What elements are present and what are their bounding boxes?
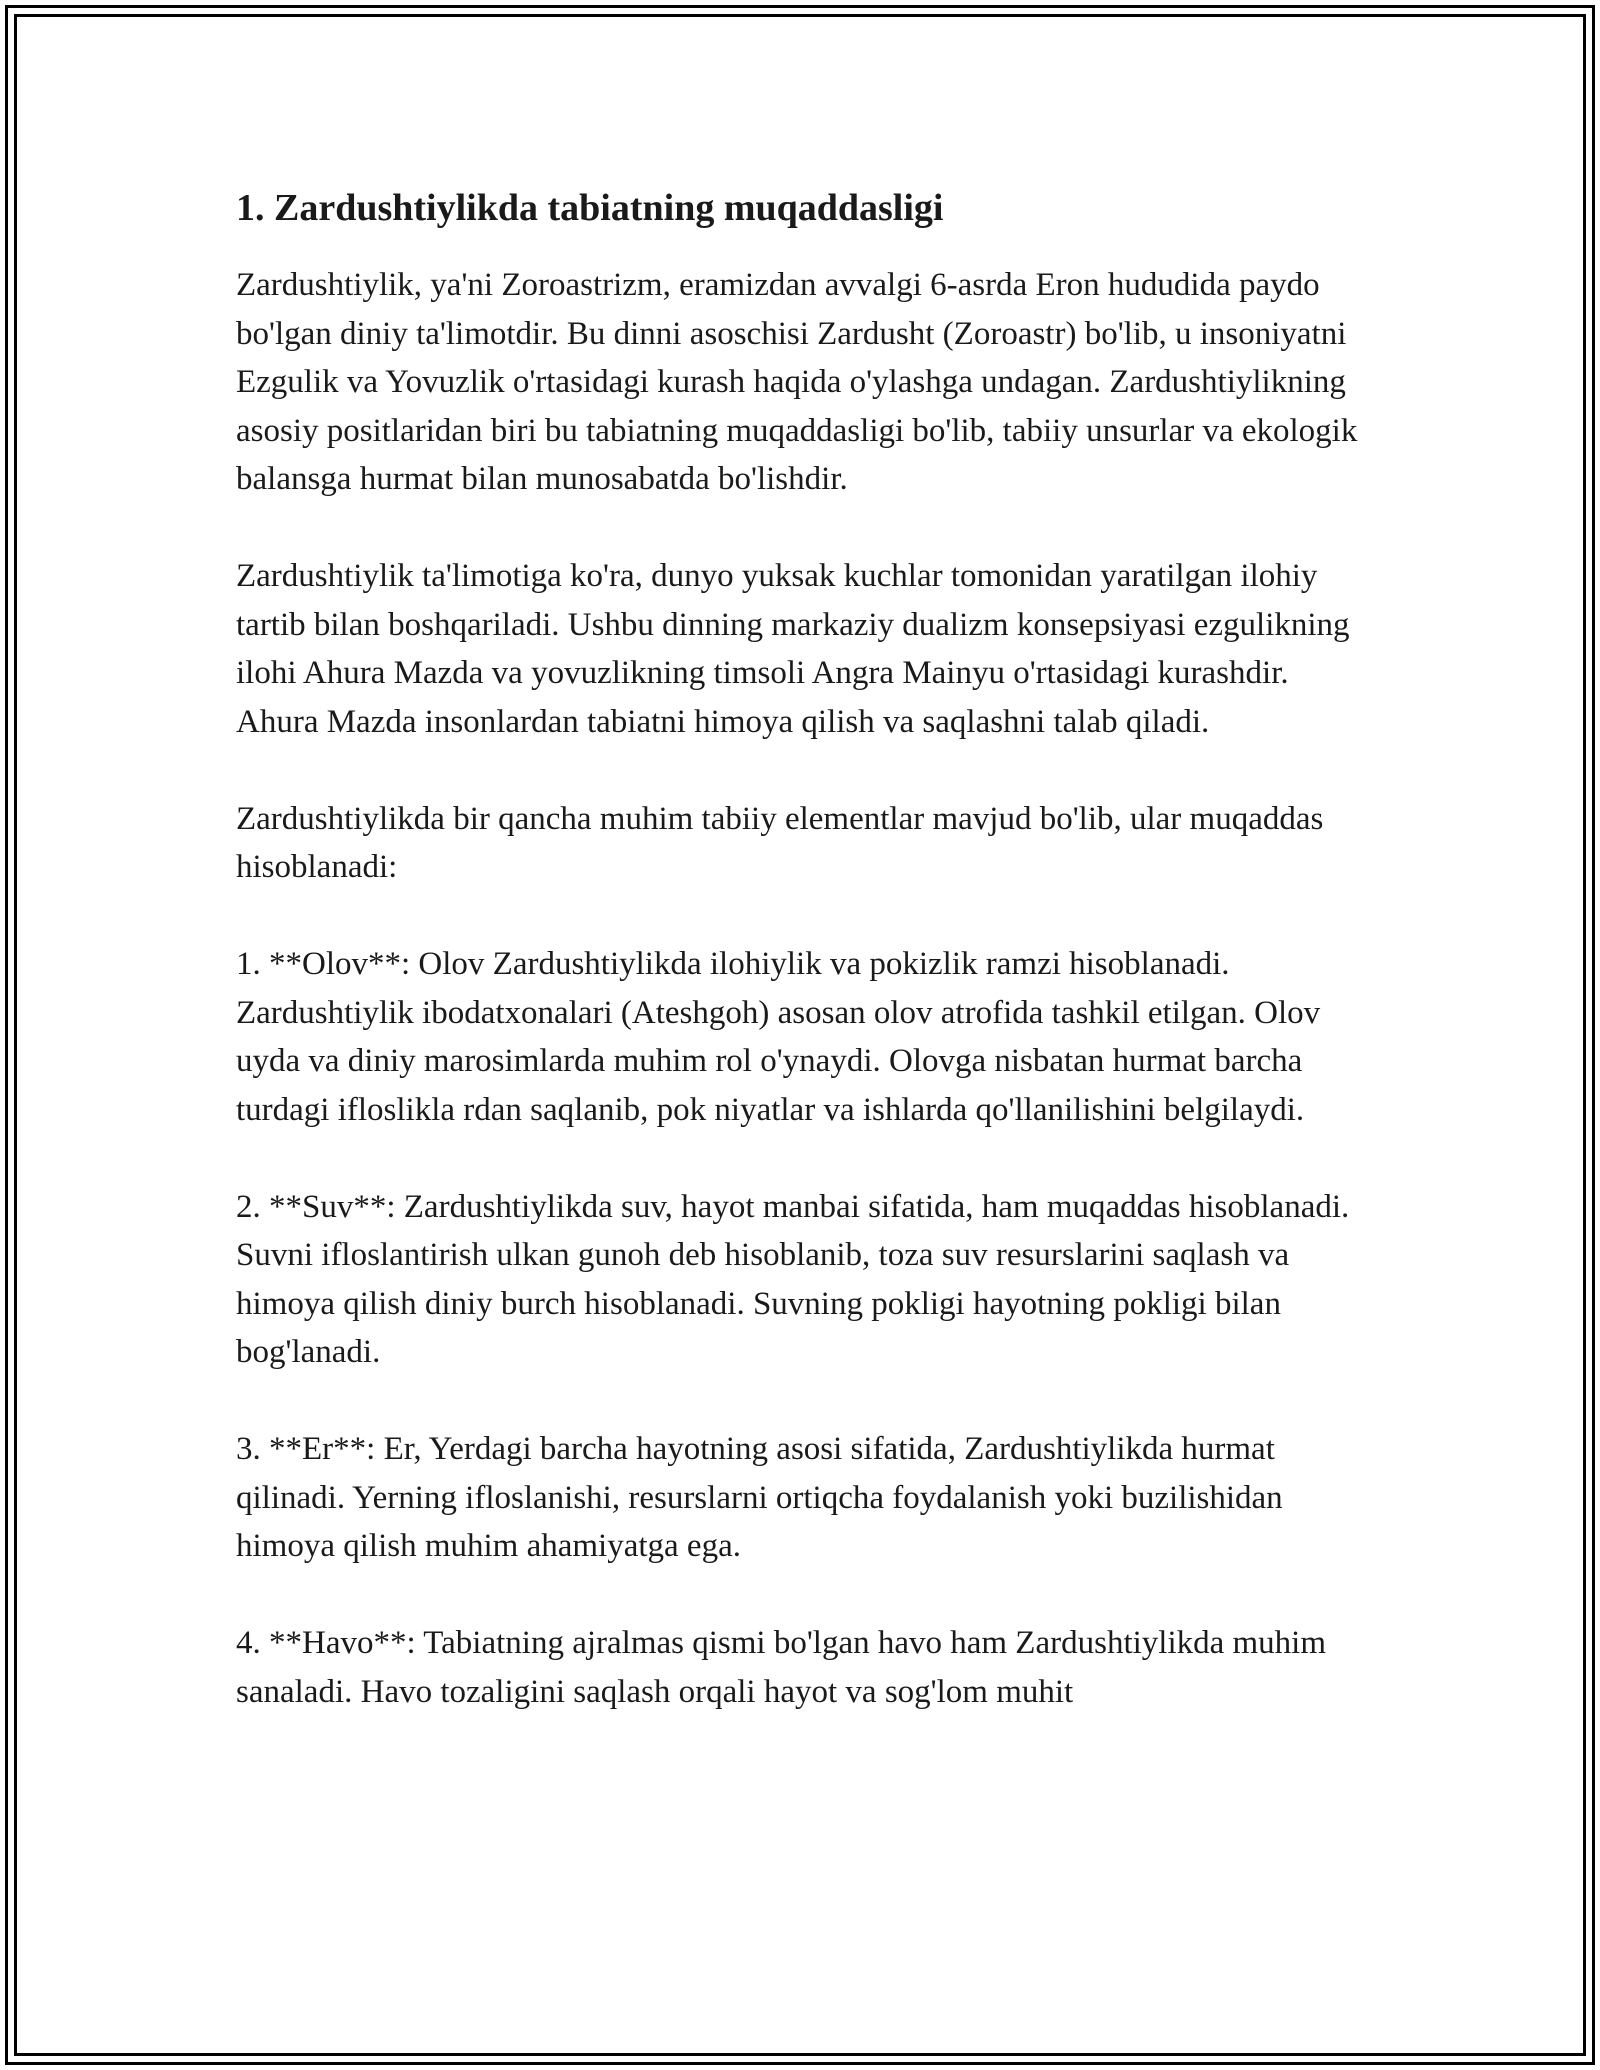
paragraph-elements-intro: Zardushtiylikda bir qancha muhim tabiiy elementlar mavjud bo'lib, ular muqaddas hisoblanadi: — [236, 800, 1324, 886]
document-body — [236, 184, 1376, 1716]
paragraph-teaching: Zardushtiylik ta'limotiga ko'ra, dunyo yuksak kuchlar tomonidan yaratilgan ilohiy tartib bilan boshqariladi. Ushbu dinning markaziy dualizm konsepsiyasi ezgulikning ilohi Ahura Mazda va yovuzlikning timsoli Angra Mainyu o'rtasidagi kurashdir. Ahura Mazda insonlardan tabiatni himoya qilish va saqlashni talab qiladi. — [236, 558, 1350, 740]
paragraph-fire: 1. **Olov**: Olov Zardushtiylikda ilohiylik va pokizlik ramzi hisoblanadi. Zardushtiylik ibodatxonalari (Ateshgoh) asosan olov atrofida tashkil etilgan. Olov uyda va diniy marosimlarda muhim rol o'ynaydi. Olovga nisbatan hurmat barcha turdagi ifloslikla rdan saqlanib, pok niyatlar va ishlarda qo'llanilishini belgilaydi. — [236, 946, 1321, 1128]
paragraph-intro: Zardushtiylik, ya'ni Zoroastrizm, eramizdan avvalgi 6-asrda Eron hududida paydo bo'lgan diniy ta'limotdir. Bu dinni asoschisi Zardusht (Zoroastr) bo'lib, u insoniyatni Ezgulik va Yovuzlik o'rtasidagi kurash haqida o'ylashga undagan. Zardushtiylikning asosiy positlaridan biri bu tabiatning muqaddasligi bo'lib, tabiiy unsurlar va ekologik balansga hurmat bilan munosabatda bo'lishdir. — [236, 267, 1358, 498]
section-title: 1. Zardushtiylikda tabiatning muqaddasligi — [236, 187, 944, 229]
paragraph-earth: 3. **Er**: Er, Yerdagi barcha hayotning asosi sifatida, Zardushtiylikda hurmat qilinadi. Yerning ifloslanishi, resurslarni ortiqcha foydalanish yoki buzilishidan himoya qilish muhim ahamiyatga ega. — [236, 1431, 1283, 1565]
paragraph-water: 2. **Suv**: Zardushtiylikda suv, hayot manbai sifatida, ham muqaddas hisoblanadi. Suvni ifloslantirish ulkan gunoh deb hisoblanib, toza suv resurslarini saqlash va himoya qilish diniy burch hisoblanadi. Suvning pokligi hayotning pokligi bilan bog'lanadi. — [236, 1188, 1350, 1371]
paragraph-air: 4. **Havo**: Tabiatning ajralmas qismi bo'lgan havo ham Zardushtiylikda muhim sanaladi. Havo tozaligini saqlash orqali hayot va sog'lom muhit — [236, 1625, 1327, 1710]
